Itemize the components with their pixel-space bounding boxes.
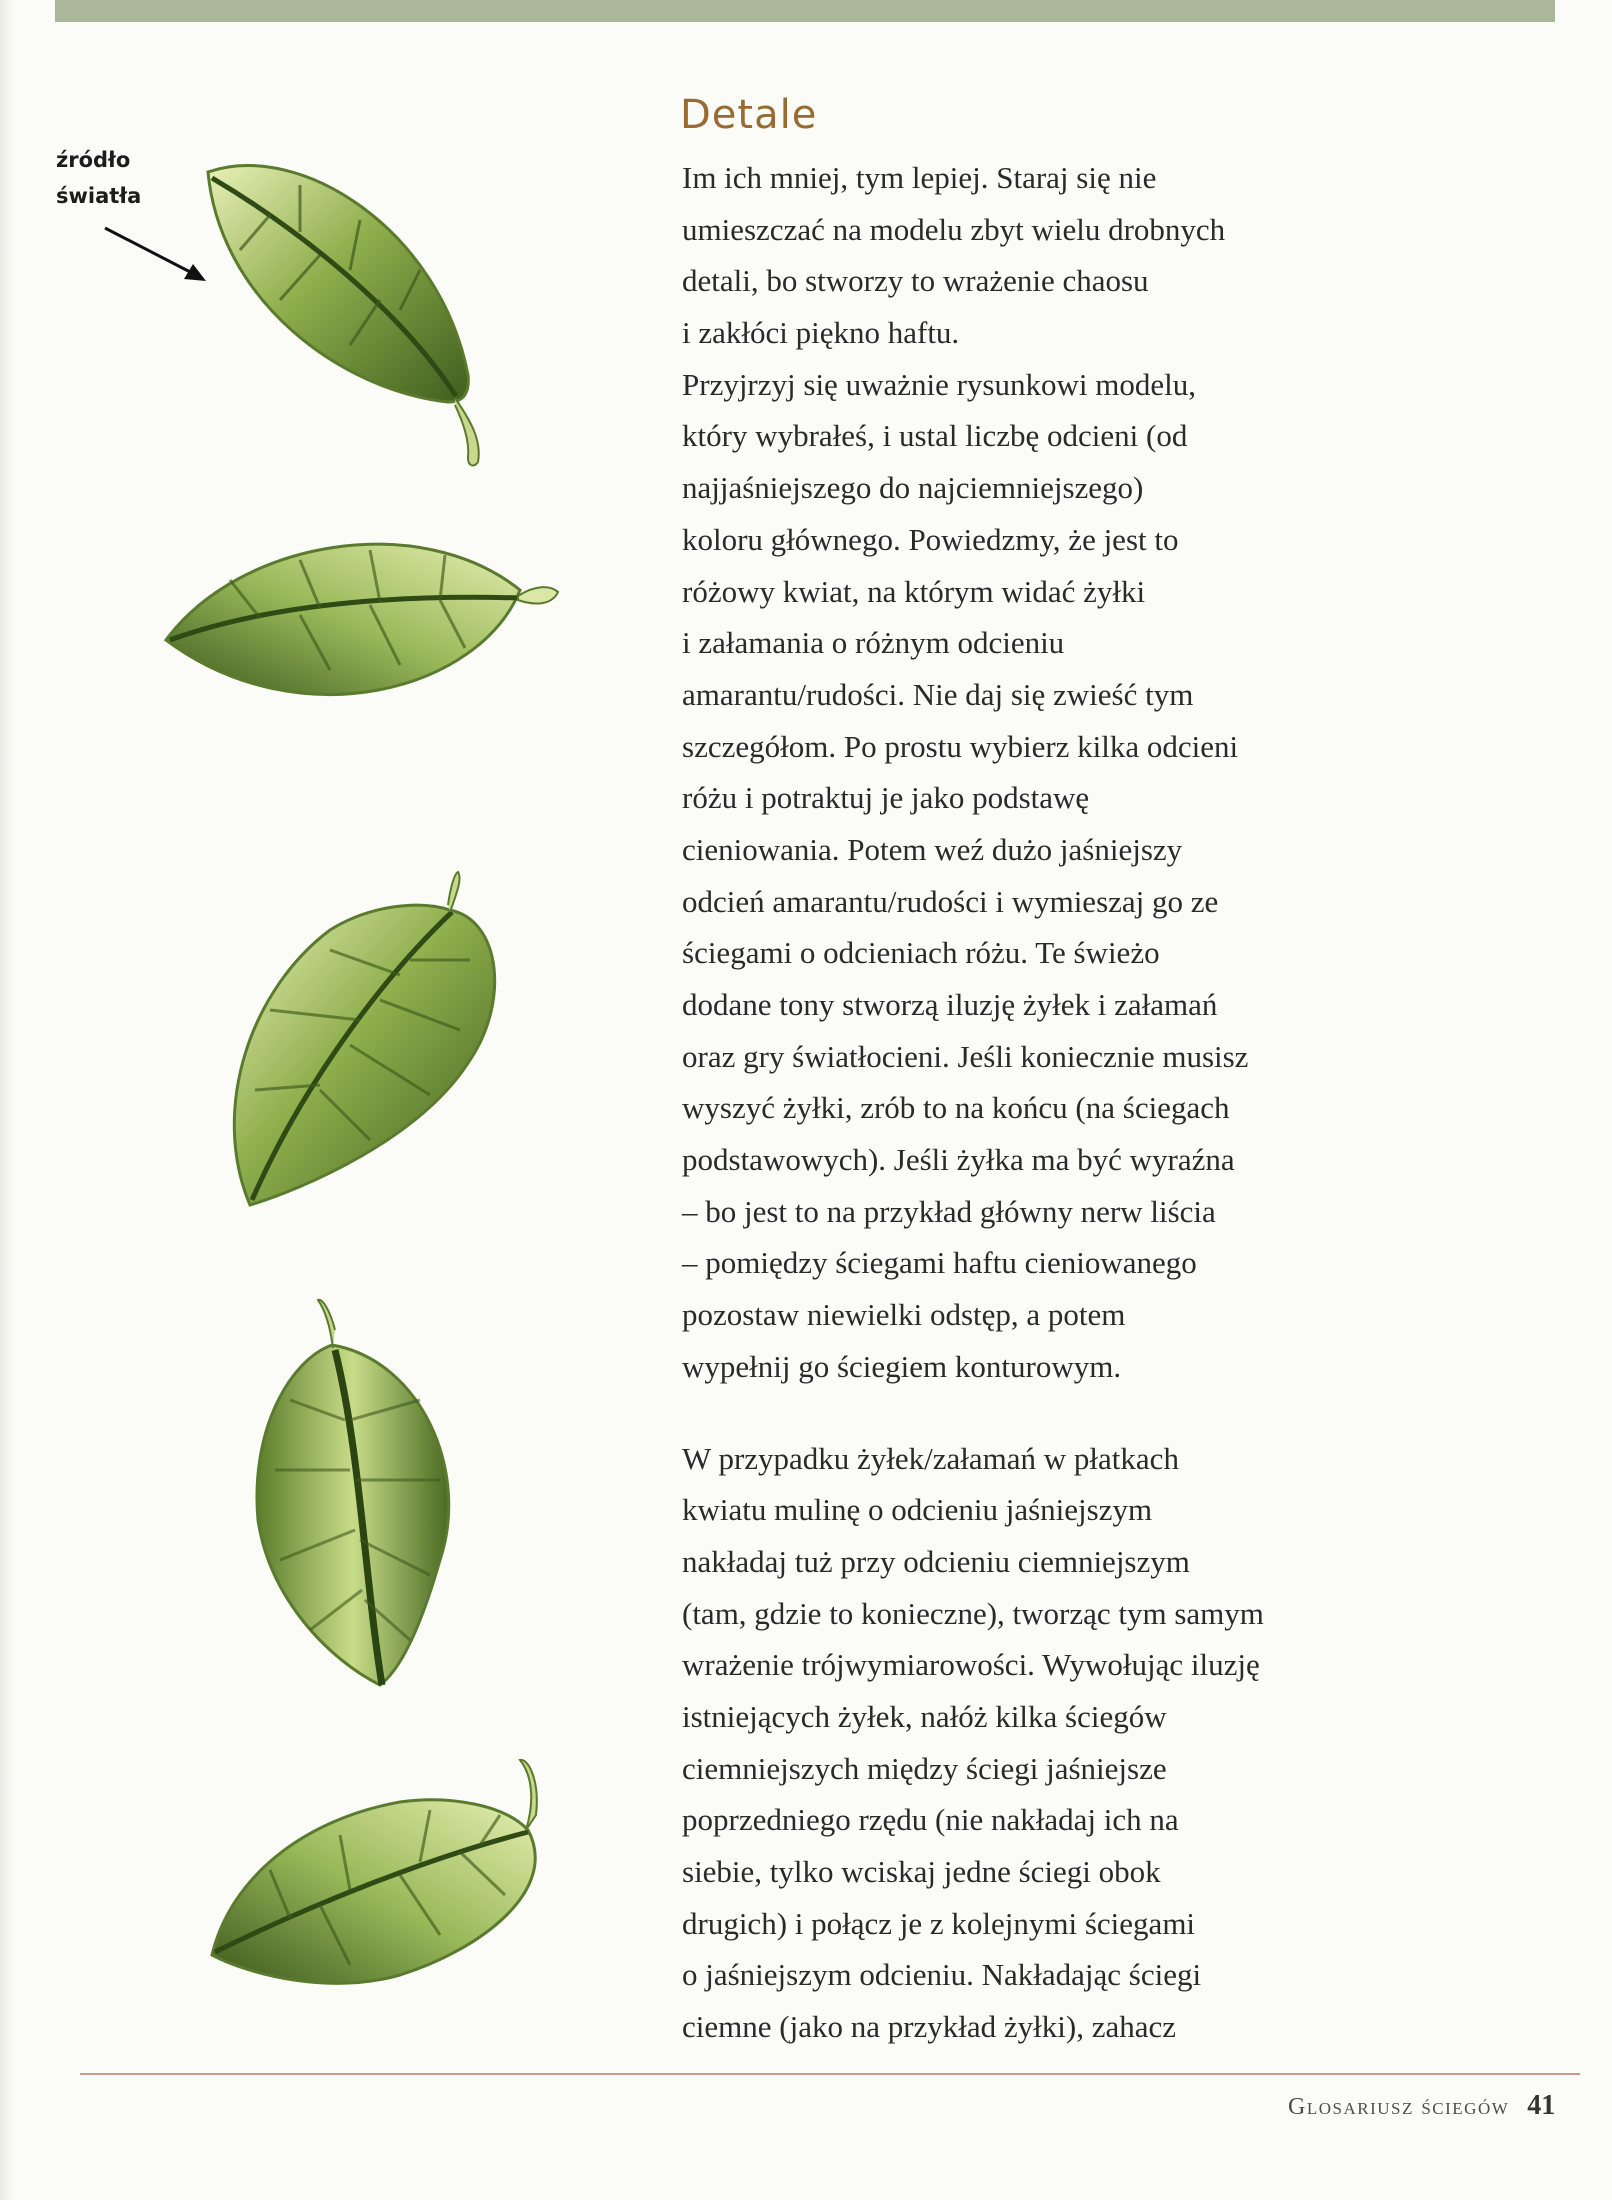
text-line: poprzedniego rzędu (nie nakładaj ich na [682, 1802, 1179, 1838]
paragraph-2 [682, 1433, 1332, 2053]
text-line: W przypadku żyłek/załamań w płatkach [682, 1440, 1179, 1476]
text-line: detali, bo stworzy to wrażenie chaosu [682, 263, 1149, 299]
text-line: wyszyć żyłki, zrób to na końcu (na ściegach [682, 1090, 1230, 1126]
text-line: umieszczać na modelu zbyt wielu drobnych [682, 211, 1226, 247]
section-heading: Detale [680, 92, 818, 138]
text-line: i zakłóci piękno haftu. [682, 315, 960, 351]
text-line: który wybrałeś, i ustal liczbę odcieni (od [682, 418, 1188, 454]
leaf-3 [234, 872, 494, 1205]
arrow-icon [105, 228, 206, 281]
text-line: najjaśniejszego do najciemniejszego) [682, 470, 1144, 506]
text-line: ciemne (jako na przykład żyłki), zahacz [682, 2009, 1177, 2045]
text-line: (tam, gdzie to konieczne), tworząc tym samym [682, 1595, 1264, 1631]
text-line: ciemniejszych między ściegi jaśniejsze [682, 1750, 1167, 1786]
footer-rule [80, 2073, 1580, 2075]
text-line: Przyjrzyj się uważnie rysunkowi modelu, [682, 366, 1196, 402]
leaf-5 [212, 1760, 537, 1983]
text-line: drugich) i połącz je z kolejnymi ściegami [682, 1905, 1196, 1941]
text-line: – bo jest to na przykład główny nerw liścia [682, 1193, 1216, 1229]
text-line: istniejących żyłek, nałóż kilka ściegów [682, 1698, 1167, 1734]
text-line: dodane tony stworzą iluzję żyłek i załamań [682, 987, 1218, 1022]
text-line: kwiatu mulinę o odcieniu jaśniejszym [682, 1492, 1153, 1528]
text-line: podstawowych). Jeśli żyłka ma być wyraźna [682, 1142, 1235, 1178]
light-source-line-2: światła [56, 184, 142, 208]
body-text [682, 152, 1332, 2053]
text-line: oraz gry światłocieni. Jeśli koniecznie musisz [682, 1038, 1249, 1074]
text-line: nakładaj tuż przy odcieniu ciemniejszym [682, 1543, 1190, 1579]
footer-book-title: Glosariusz ściegów [1288, 2094, 1510, 2120]
text-line: odcień amarantu/rudości i wymieszaj go ze [682, 883, 1219, 919]
text-line: różu i potraktuj je jako podstawę [682, 780, 1090, 816]
text-line: siebie, tylko wciskaj jedne ściegi obok [682, 1854, 1161, 1889]
paragraph-1 [682, 152, 1332, 1393]
text-line: pozostaw niewielki odstęp, a potem [682, 1297, 1126, 1333]
page-footer [1288, 2090, 1555, 2122]
text-line: wrażenie trójwymiarowości. Wywołując iluzję [682, 1647, 1260, 1683]
text-line: ściegami o odcieniach różu. Te świeżo [682, 935, 1160, 971]
text-line: Im ich mniej, tym lepiej. Staraj się nie [682, 160, 1157, 195]
text-line: wypełnij go ściegiem konturowym. [682, 1348, 1122, 1384]
paragraph-gap [682, 1393, 1332, 1433]
leaf-4 [257, 1300, 449, 1685]
text-line: różowy kwiat, na którym widać żyłki [682, 573, 1146, 609]
text-line: amarantu/rudości. Nie daj się zwieść tym [682, 676, 1194, 712]
text-line: o jaśniejszym odcieniu. Nakładając ściegi [682, 1957, 1202, 1993]
text-line: cieniowania. Potem weź dużo jaśniejszy [682, 831, 1183, 867]
light-source-line-1: źródło [56, 148, 131, 172]
light-source-label [56, 142, 186, 214]
page-number: 41 [1527, 2090, 1556, 2121]
leaf-2 [166, 544, 558, 694]
text-line: szczegółom. Po prostu wybierz kilka odcieni [682, 728, 1239, 764]
text-line: – pomiędzy ściegami haftu cieniowanego [682, 1245, 1197, 1281]
text-line: i załamania o różnym odcieniu [682, 625, 1065, 661]
text-line: koloru głównego. Powiedzmy, że jest to [682, 521, 1179, 557]
leaf-1 [208, 166, 479, 466]
